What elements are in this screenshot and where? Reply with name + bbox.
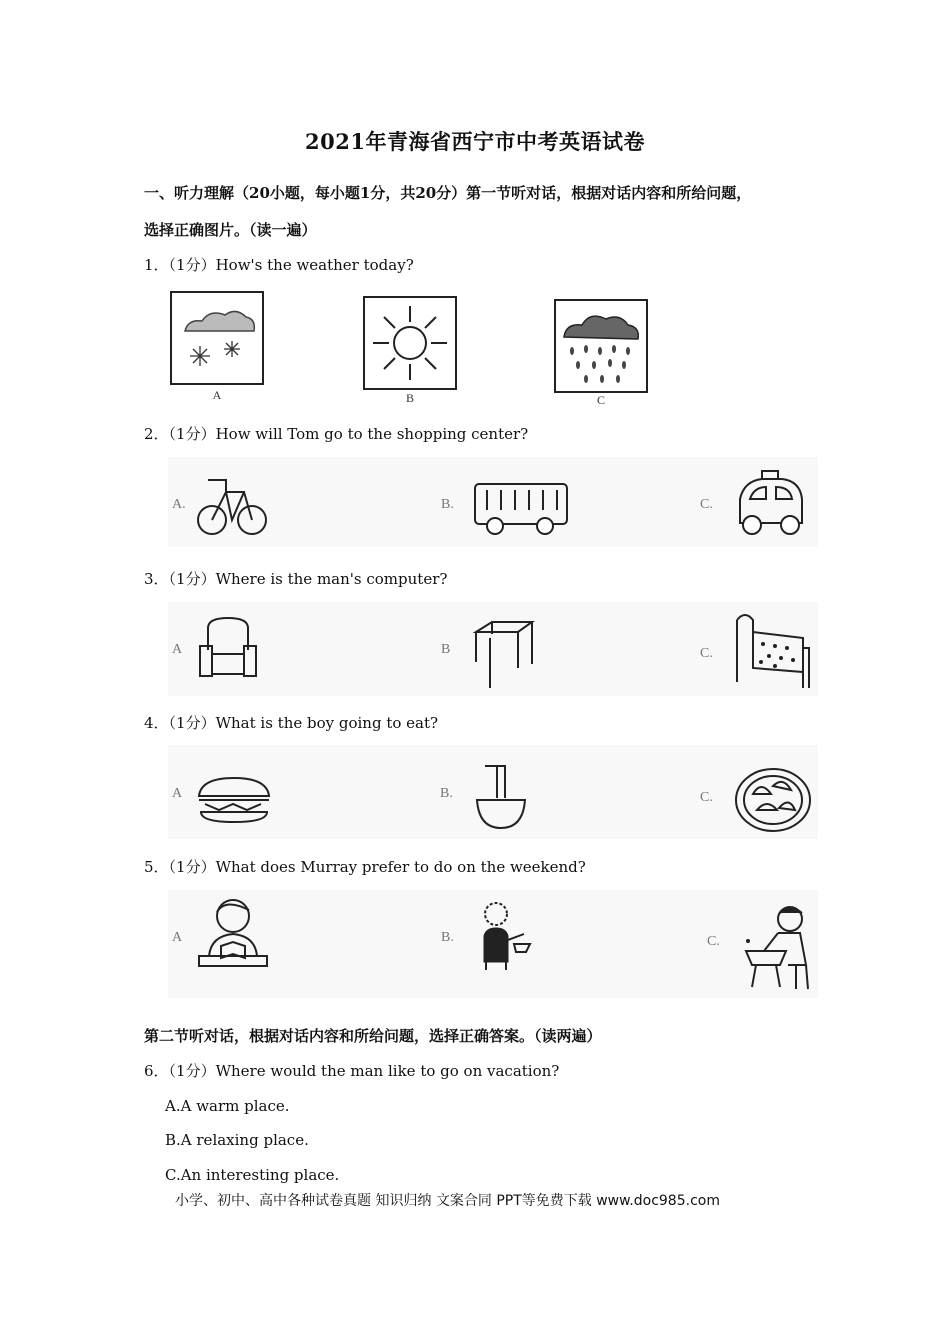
- dumplings-icon: [733, 766, 813, 834]
- section1-heading-line1: 一、听力理解（20小题，每小题1分，共20分）第一节听对话，根据对话内容和所给问题，: [144, 184, 752, 202]
- question-6: 6．（1分）Where would the man like to go on vacation?: [144, 1062, 560, 1080]
- taxi-icon: [732, 467, 810, 543]
- picture-4c-label: C.: [700, 790, 713, 805]
- section1-heading-line2: 选择正确图片。（读一遍）: [144, 221, 317, 239]
- picture-5c-label: C.: [707, 934, 720, 949]
- picture-4b-label: B.: [440, 786, 453, 801]
- page-footer: 小学、初中、高中各种试卷真题 知识归纳 文案合同 PPT等免费下载 www.doc985.com: [175, 1193, 720, 1209]
- picture-1c: [554, 299, 648, 393]
- picture-1a-label: A: [212, 388, 222, 402]
- picture-3b-label: B: [441, 642, 451, 657]
- picture-1a: [170, 291, 264, 385]
- picture-4a-label: A: [172, 786, 183, 801]
- question-1: 1．（1分）How's the weather today?: [144, 256, 414, 274]
- sun-icon: [363, 296, 457, 390]
- picture-1b-label: B: [405, 391, 414, 405]
- washing-boy-icon: [738, 903, 818, 995]
- rain-icon: [554, 299, 648, 393]
- page-title: 2021年青海省西宁市中考英语试卷: [305, 129, 645, 154]
- question-4: 4．（1分）What is the boy going to eat?: [144, 714, 439, 732]
- section2-heading: 第二节听对话，根据对话内容和所给问题，选择正确答案。（读两遍）: [144, 1027, 602, 1045]
- armchair-icon: [196, 614, 260, 682]
- picture-2c-label: C.: [700, 497, 713, 512]
- question-6-option-a: A.A warm place.: [165, 1097, 290, 1115]
- picture-2b-label: B.: [441, 497, 454, 512]
- hamburger-icon: [195, 776, 273, 824]
- desk-icon: [470, 618, 536, 690]
- picture-2a-label: A.: [172, 497, 186, 512]
- question-2: 2．（1分）How will Tom go to the shopping center?: [144, 425, 529, 443]
- question-6-option-c: C.An interesting place.: [165, 1166, 340, 1184]
- question-6-option-b: B.A relaxing place.: [165, 1131, 309, 1149]
- picture-3a-label: A: [172, 642, 183, 657]
- bus-icon: [473, 480, 571, 538]
- question-3: 3．（1分）Where is the man's computer?: [144, 570, 448, 588]
- question-5: 5．（1分）What does Murray prefer to do on the weekend?: [144, 858, 586, 876]
- picture-5a-label: A: [172, 930, 183, 945]
- bed-icon: [733, 608, 813, 692]
- snow-icon: [170, 291, 264, 385]
- picture-1c-label: C: [596, 393, 605, 407]
- bicycle-icon: [196, 470, 268, 538]
- reading-boy-icon: [195, 892, 271, 972]
- cooking-boy-icon: [470, 900, 532, 972]
- noodles-icon: [471, 762, 531, 832]
- picture-1b: [363, 296, 457, 390]
- picture-3c-label: C.: [700, 646, 713, 661]
- picture-5b-label: B.: [441, 930, 454, 945]
